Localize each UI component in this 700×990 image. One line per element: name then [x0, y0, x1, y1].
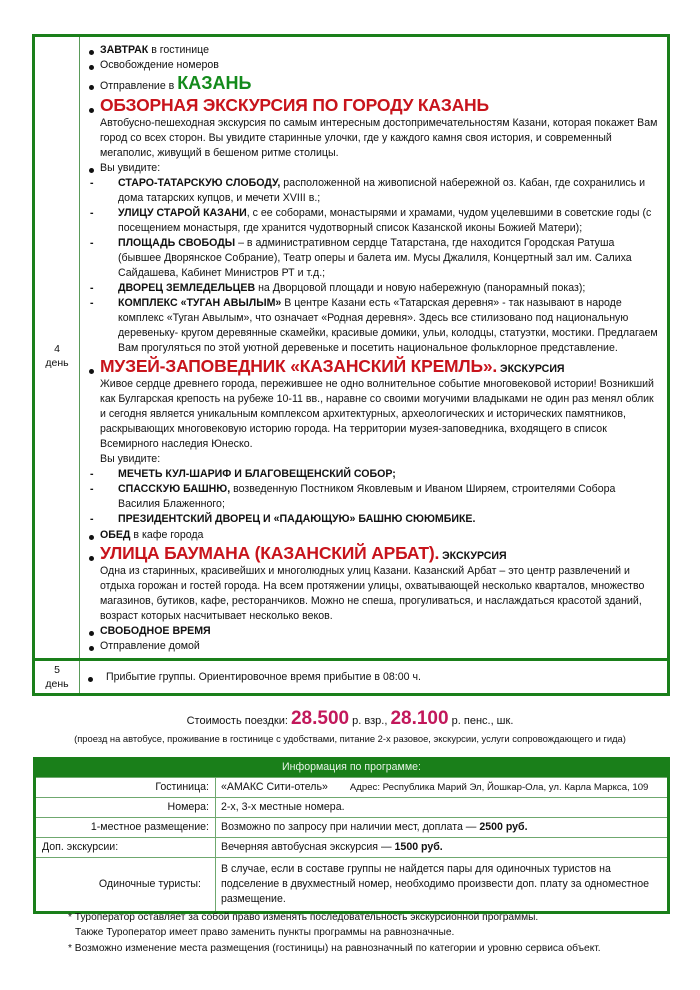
- kremlin-tour-title: МУЗЕЙ-ЗАПОВЕДНИК «КАЗАНСКИЙ КРЕМЛЬ».: [100, 356, 498, 377]
- day-number: 4: [54, 343, 60, 355]
- info-label: Гостиница:: [36, 778, 216, 797]
- footnote-1: * Туроператор оставляет за собой право изменять последовательность экскурсионной программы.: [68, 912, 539, 923]
- info-label: Доп. экскурсии:: [36, 838, 216, 857]
- adult-price: 28.500: [290, 708, 350, 729]
- info-label: Номера:: [36, 798, 216, 817]
- breakfast-item: ЗАВТРАК в гостинице: [88, 43, 659, 58]
- arrival-item: Прибытие группы. Ориентировочное время прибытие в 08:00 ч.: [86, 670, 667, 685]
- city-tour-item: [88, 95, 659, 161]
- trip-price: Стоимость поездки: 28.500 р. взр., 28.100 р. пенс., шк.: [186, 708, 514, 729]
- kremlin-tour-item: МУЗЕЙ-ЗАПОВЕДНИК «КАЗАНСКИЙ КРЕМЛЬ». ЭКСКУРСИЯ Живое сердце древнего города, пережившее не одно волнительное событие многовековой истории! Возникший как Булгарская крепость на рубеже 10-11 вв., наравне со своими могучими владыками не один раз менял облик и сегодня является уникальным комплексом архитектурных, археологических и исторических памятников, раскрывающих многовековую историю города. На территории музея-заповедника, входящего в список Всемирного наследия Юнеско. Вы увидите:: [88, 356, 659, 467]
- day-4-row: [35, 37, 667, 658]
- day-number: 5: [54, 663, 60, 676]
- checkout-item: Освобождение номеров: [88, 58, 659, 73]
- info-value: В случае, если в составе группы не найдется пары для одиночных туристов на подселение в двухместный номер, необходимо произвести доп. плату за одноместное размещение.: [221, 863, 650, 906]
- info-value: 2-х, 3-х местные номера.: [221, 801, 345, 814]
- bauman-tour-title: УЛИЦА БАУМАНА (КАЗАНСКИЙ АРБАТ).: [100, 542, 440, 563]
- day-word: день: [45, 677, 69, 690]
- info-row-hotel: [36, 777, 667, 797]
- price-label: Стоимость поездки:: [186, 715, 288, 727]
- footnotes: [68, 910, 601, 956]
- lunch-item: ОБЕД в кафе города: [88, 528, 659, 543]
- departure-item: Отправление в КАЗАНЬ: [88, 73, 659, 95]
- info-row-single: [36, 817, 667, 837]
- footnote-2: * Возможно изменение места размещения (гостиницы) на равнозначный по категории и уровню сервиса объект.: [68, 942, 601, 954]
- price-includes: (проезд на автобусе, проживание в гостинице с удобствами, питание 2-х разовое, экскурсии, услуги сопровождающего и гида): [74, 733, 626, 744]
- info-header: Информация по программе:: [36, 757, 667, 777]
- day-4-content: [80, 37, 667, 658]
- sight-item: - СТАРО-ТАТАРСКУЮ СЛОБОДУ, расположенной на живописной набережной оз. Кабан, где сохранились и дома татарских купцов, и мечети XVIII в.;: [88, 176, 659, 206]
- info-row-extra-tours: [36, 837, 667, 857]
- info-table: [33, 757, 670, 914]
- sight-item: - МЕЧЕТЬ КУЛ-ШАРИФ И БЛАГОВЕЩЕНСКИЙ СОБОР;: [88, 467, 659, 482]
- info-value: «АМАКС Сити-отель» Адрес: Республика Марий Эл, Йошкар-Ола, ул. Карла Маркса, 109: [221, 781, 649, 793]
- day-4-label: [35, 37, 80, 658]
- bauman-tour-desc: Одна из старинных, красивейших и многолюдных улиц Казани. Казанский Арбат – это центр развлечений и отдыха горожан и гостей города. На всем протяжении улицы, охватывающей несколько кварталов, множество магазинов, бутиков, кафе, ресторанчиков. Можно не спеша, прогуливаться, и наслаждаться красотой зданий, возраст которых насчитывает несколько веков.: [100, 564, 645, 622]
- city-tour-desc: Автобусно-пешеходная экскурсия по самым интересным достопримечательностям Казани, которая покажет Вам город со всех сторон. Вы увидите старинные улочки, где у каждого камня своя история, и современный мегаполис, живущий в бешеном ритме столицы.: [100, 116, 658, 159]
- day-word: день: [45, 357, 69, 370]
- sights-list-1: [88, 176, 659, 356]
- sights-intro: Вы увидите:: [88, 161, 659, 176]
- sight-item: - СПАССКУЮ БАШНЮ, возведенную Постником Яковлевым и Иваном Ширяем, строителями Собора Василия Блаженного;: [88, 482, 659, 512]
- free-time-item: СВОБОДНОЕ ВРЕМЯ: [88, 624, 659, 639]
- sight-item: - УЛИЦУ СТАРОЙ КАЗАНИ, с ее соборами, монастырями и храмами, чудом уцелевшими в советские годы (с посещением монастыря, где хранится чудотворный список Казанской иконы Божией Матери);: [88, 206, 659, 236]
- sight-item: - КОМПЛЕКС «ТУГАН АВЫЛЫМ» В центре Казани есть «Татарская деревня» - так называют в народе комплекс «Туган Авылым», что означает «Родная деревня». Здесь все стилизовано под национальную деревеньку- кругом деревянные скамейки, красивые домики, ульи, колодцы, статуэтки, мостики. Предлагаем Вам прогуляться по этой уютной деревеньке и посетить национальное фольклорное представление.: [88, 296, 659, 356]
- info-row-single-tourists: [36, 857, 667, 911]
- city-tour-title: ОБЗОРНАЯ ЭКСКУРСИЯ ПО ГОРОДУ КАЗАНЬ: [100, 94, 489, 115]
- info-value: Возможно по запросу при наличии мест, доплата — 2500 руб.: [221, 821, 528, 834]
- day-5-label: [35, 661, 80, 693]
- info-label: 1-местное размещение:: [36, 818, 216, 837]
- info-label: Одиночные туристы:: [36, 858, 216, 911]
- program-table: [32, 34, 670, 696]
- sights-list-2: [88, 467, 659, 527]
- bauman-tour-item: УЛИЦА БАУМАНА (КАЗАНСКИЙ АРБАТ). ЭКСКУРСИЯ Одна из старинных, красивейших и многолюдных улиц Казани. Казанский Арбат – это центр развлечений и отдыха горожан и гостей города. На всем протяжении улицы, охватывающей несколько кварталов, множество магазинов, бутиков, кафе, ресторанчиков. Можно не спеша, прогуливаться, и наслаждаться красотой зданий, возраст которых насчитывает несколько веков.: [88, 543, 659, 624]
- sight-item: - ДВОРЕЦ ЗЕМЛЕДЕЛЬЦЕВ на Дворцовой площади и новую набережную (панорамный показ);: [88, 281, 659, 296]
- info-value: Вечерняя автобусная экскурсия — 1500 руб.: [221, 841, 443, 854]
- kremlin-tour-desc: Живое сердце древнего города, пережившее не одно волнительное событие многовековой истории! Возникший как Булгарская крепость на рубеже 10-11 вв., наравне со своими могучими владыками не один раз менял облик и сегодня является уникальным комплексом архитектурных, археологических и исторических памятников, раскрывающих многовековую историю города. На территории музея-заповедника, входящего в список Всемирного наследия Юнеско.: [100, 378, 654, 451]
- day-5-content: [80, 661, 667, 693]
- sight-item: - ПЛОЩАДЬ СВОБОДЫ – в административном сердце Татарстана, где находится Городская Ратуша (бывшее Дворянское Собрание), Театр оперы и балета им. Мусы Джалиля, Концертный зал им. Салиха Сайдашева, Кабинет Министров РТ и т.д.;: [88, 236, 659, 281]
- hotel-address: Адрес: Республика Марий Эл, Йошкар-Ола, ул. Карла Маркса, 109: [349, 782, 649, 793]
- footnote-1-cont: Также Туроператор имеет право заменить пункты программы на равнозначные.: [75, 927, 455, 939]
- pension-price: 28.100: [390, 708, 449, 729]
- city-name: КАЗАНЬ: [177, 73, 252, 94]
- sight-item: - ПРЕЗИДЕНТСКИЙ ДВОРЕЦ И «ПАДАЮЩУЮ» БАШНЮ СЮЮМБИКЕ.: [88, 512, 659, 527]
- going-home-item: Отправление домой: [88, 639, 659, 654]
- day-5-row: [35, 658, 667, 693]
- info-row-rooms: [36, 797, 667, 817]
